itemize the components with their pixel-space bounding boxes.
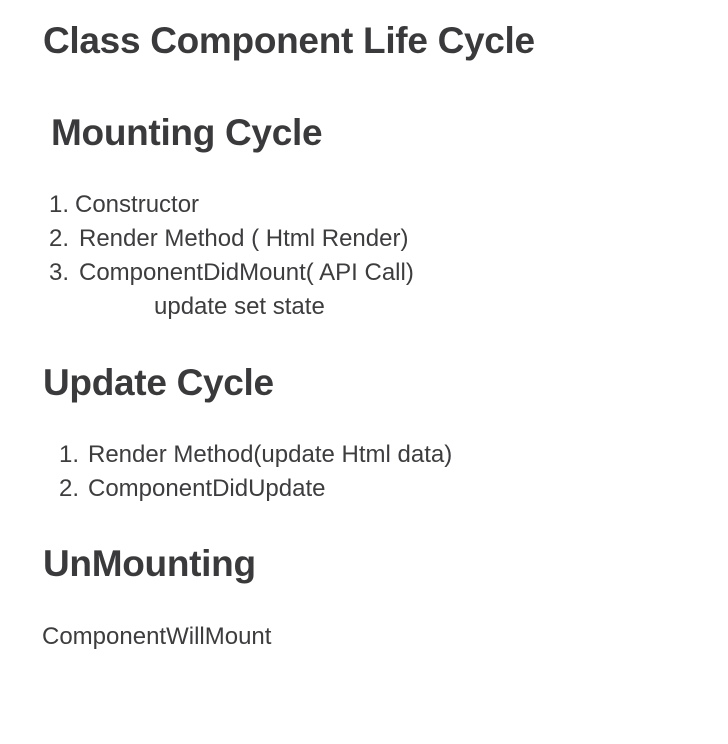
list-number: 2. [49,225,70,252]
mounting-item-2 [49,224,408,254]
unmounting-heading: UnMounting [43,543,256,584]
list-number: 1. [49,191,70,218]
update-heading: Update Cycle [43,362,274,403]
list-number: 3. [49,259,70,286]
mounting-note: update set state [154,293,325,320]
update-item-2 [59,474,325,504]
list-item-text: Render Method(update Html data) [88,441,453,468]
list-item-text: Render Method ( Html Render) [79,225,409,252]
mounting-item-3 [49,258,414,288]
unmounting-text: ComponentWillMount [42,623,272,650]
list-item-text: ComponentDidMount( API Call) [79,259,414,286]
mounting-heading: Mounting Cycle [51,112,323,153]
list-number: 2. [59,475,80,502]
list-item-text: Constructor [75,191,200,218]
list-number: 1. [59,441,80,468]
list-item-text: ComponentDidUpdate [88,475,326,502]
page-title: Class Component Life Cycle [43,20,535,61]
mounting-item-1 [49,190,199,220]
update-item-1 [59,440,452,470]
